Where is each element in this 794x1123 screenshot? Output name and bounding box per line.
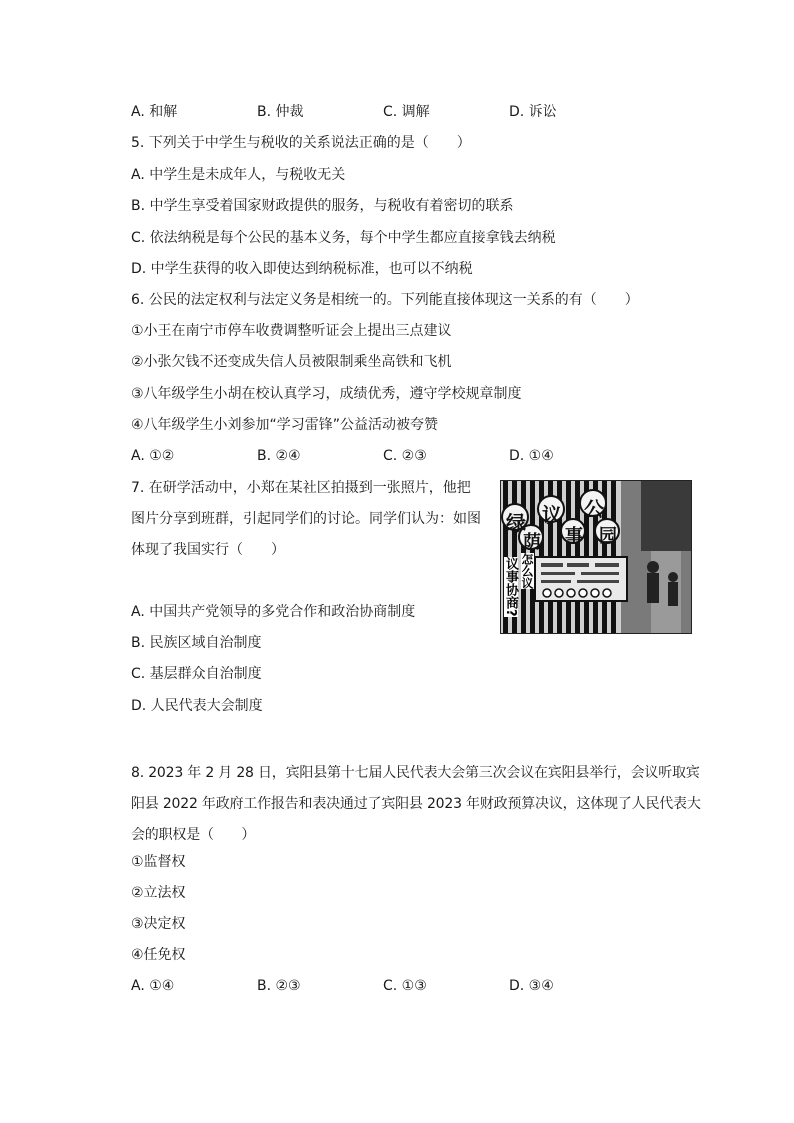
q5-choice-a: A. 中学生是未成年人，与税收无关	[131, 167, 346, 183]
q4-option-a: A. 和解	[131, 104, 178, 120]
q6-item-4: ④八年级学生小刘参加“学习雷锋”公益活动被夸赞	[131, 417, 439, 433]
photo-title-char: 议	[542, 503, 562, 527]
q8-item-2: ②立法权	[131, 885, 186, 901]
q8-stem-line-3: 会的职权是（ ）	[131, 827, 256, 843]
q4-option-b: B. 仲裁	[257, 104, 304, 120]
q7-choice-c: C. 基层群众自治制度	[131, 666, 262, 682]
q6-item-2: ②小张欠钱不还变成失信人员被限制乘坐高铁和飞机	[131, 354, 452, 370]
q5-stem: 5. 下列关于中学生与税收的关系说法正确的是（ ）	[131, 135, 471, 151]
q4-option-d: D. 诉讼	[509, 104, 557, 120]
q6-stem: 6. 公民的法定权利与法定义务是相统一的。下列能直接体现这一关系的有（ ）	[131, 292, 639, 308]
q7-stem-line-3: 体现了我国实行（ ）	[131, 542, 285, 558]
q8-stem	[131, 758, 701, 851]
q6-option-b: B. ②④	[257, 448, 301, 464]
q8-stem-line-1: 8. 2023 年 2 月 28 日，宾阳县第十七届人民代表大会第三次会议在宾阳县举行，会议听取宾	[131, 765, 700, 781]
q8-option-a: A. ①④	[131, 978, 175, 994]
photo-title-char: 园	[599, 526, 617, 547]
q8-stem-line-2: 阳县 2022 年政府工作报告和表决通过了宾阳县 2023 年财政预算决议，这体现了人民代表大	[131, 796, 701, 812]
q6-item-3: ③八年级学生小胡在校认真学习，成绩优秀，遵守学校规章制度	[131, 386, 522, 402]
q7-choice-d: D. 人民代表大会制度	[131, 698, 263, 714]
q6-option-c: C. ②③	[383, 448, 427, 464]
q8-option-b: B. ②③	[257, 978, 301, 994]
q6-option-a: A. ①②	[131, 448, 175, 464]
q5-choice-d: D. 中学生获得的收入即使达到纳税标准，也可以不纳税	[131, 261, 473, 277]
photo-title-char: 绿	[506, 511, 526, 535]
q5-choice-b: B. 中学生享受着国家财政提供的服务，与税收有着密切的联系	[131, 198, 514, 214]
q4-option-c: C. 调解	[383, 104, 430, 120]
community-photo	[500, 480, 692, 634]
photo-sign-text: 议事协商?	[503, 557, 518, 617]
photo-title-char: 事	[565, 526, 583, 547]
q6-option-d: D. ①④	[509, 448, 554, 464]
q7-choice-a: A. 中国共产党领导的多党合作和政治协商制度	[131, 604, 416, 620]
q5-choice-c: C. 依法纳税是每个公民的基本义务，每个中学生都应直接拿钱去纳税	[131, 230, 556, 246]
photo-sign-text: 怎么议	[520, 553, 534, 589]
q8-item-1: ①监督权	[131, 854, 186, 870]
q7-stem-line-2: 图片分享到班群，引起同学们的讨论。同学们认为：如图	[131, 511, 481, 527]
q8-option-c: C. ①③	[383, 978, 427, 994]
q8-option-d: D. ③④	[509, 978, 554, 994]
q7-choice-b: B. 民族区域自治制度	[131, 635, 262, 651]
q8-item-4: ④任免权	[131, 947, 186, 963]
q7-stem-line-1: 7. 在研学活动中，小郑在某社区拍摄到一张照片，他把	[131, 480, 471, 496]
q8-item-3: ③决定权	[131, 916, 186, 932]
photo-title-char: 荫	[523, 532, 541, 553]
q6-item-1: ①小王在南宁市停车收费调整听证会上提出三点建议	[131, 323, 452, 339]
photo-title-char: 公	[584, 497, 604, 521]
